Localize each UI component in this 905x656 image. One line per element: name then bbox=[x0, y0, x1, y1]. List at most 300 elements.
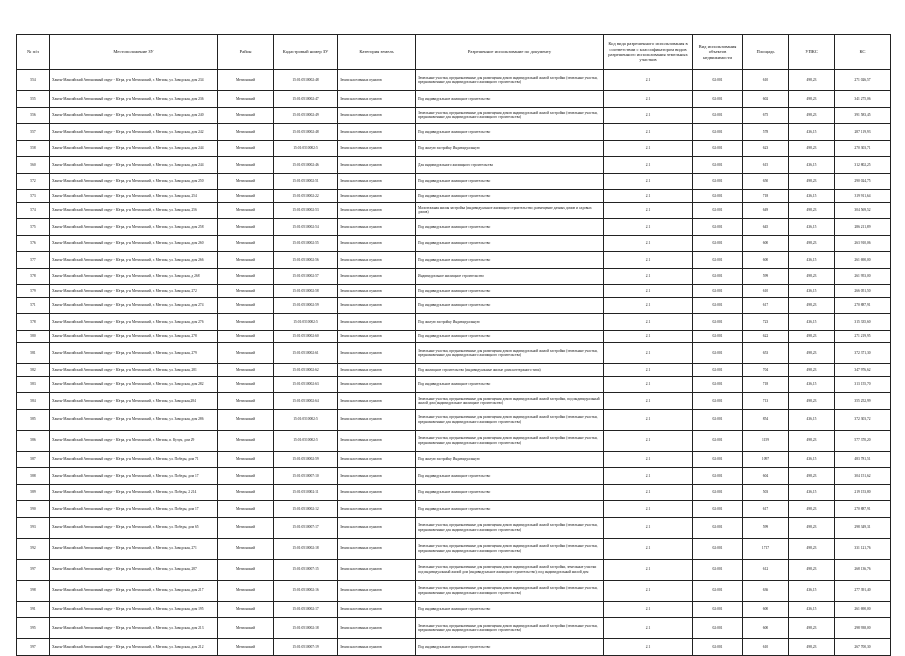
cell-num: 597 bbox=[17, 559, 50, 580]
cell-upks: 498,23 bbox=[789, 517, 835, 538]
cell-area: 610 bbox=[743, 70, 789, 91]
cell-land-category: Земли населенных пунктов bbox=[338, 330, 416, 343]
cell-num: 573 bbox=[17, 190, 50, 203]
cell-use-code: 2.1 bbox=[604, 501, 693, 518]
cell-upks: 498,23 bbox=[789, 140, 835, 157]
cell-permitted-use: Земельные участки, предназначенные для размещения домов индивидуальной жилой застройки, под индивидуальный жилой дом (индивидуальное жилищное строительство) bbox=[416, 393, 604, 410]
cell-land-category: Земли населенных пунктов bbox=[338, 173, 416, 190]
cell-cadastral: 15:01:0510002:57 bbox=[274, 268, 338, 285]
header-use-group: Вид использования объектов недвижимости bbox=[693, 35, 743, 70]
cell-location: Ханты-Мансийский Автономный округ - Югра, р-н Мегионский, г. Мегион, ул. Заводская, дом 244 bbox=[50, 140, 218, 157]
cell-cadastral: 15:01:0510007:15 bbox=[274, 559, 338, 580]
cell-use-group: 02:001 bbox=[693, 409, 743, 430]
cell-upks: 498,23 bbox=[789, 468, 835, 485]
cell-use-code: 2.1 bbox=[604, 297, 693, 314]
cell-land-category: Земли населенных пунктов bbox=[338, 107, 416, 124]
cell-num: 572 bbox=[17, 173, 50, 190]
cell-ks: 313 155,70 bbox=[835, 376, 891, 393]
table-row bbox=[17, 580, 891, 601]
cell-num: 598 bbox=[17, 580, 50, 601]
cell-district: Мегионский bbox=[218, 559, 274, 580]
cell-permitted-use: Земельные участки, предназначенные для размещения домов индивидуальной жилой застройки, земельные участки под индивидуальный жилой дом (индивидуальное жилищное строительство); под индивидуальный жилой дом bbox=[416, 559, 604, 580]
cell-use-group: 02:001 bbox=[693, 297, 743, 314]
cell-land-category: Земли населенных пунктов bbox=[338, 124, 416, 141]
cell-area: 617 bbox=[743, 501, 789, 518]
cell-land-category: Земли населенных пунктов bbox=[338, 468, 416, 485]
cell-use-code: 2.1 bbox=[604, 618, 693, 639]
cell-land-category: Земли населенных пунктов bbox=[338, 70, 416, 91]
cell-location: Ханты-Мансийский Автономный округ - Югра, р-н Мегионский, г. Мегион, ул. Заводская, дом 217 bbox=[50, 580, 218, 601]
cell-use-code: 2.1 bbox=[604, 314, 693, 331]
cell-use-group: 02:001 bbox=[693, 430, 743, 451]
cell-num: 588 bbox=[17, 468, 50, 485]
cell-cadastral: 15:01:0510002:55 bbox=[274, 235, 338, 252]
cell-land-category: Земли населенных пунктов bbox=[338, 484, 416, 501]
cell-upks: 436,15 bbox=[789, 409, 835, 430]
cell-ks: 372 371,30 bbox=[835, 343, 891, 364]
cell-permitted-use: Под индивидуальное жилищное строительство bbox=[416, 601, 604, 618]
cell-district: Мегионский bbox=[218, 70, 274, 91]
table-row bbox=[17, 70, 891, 91]
cell-use-code: 2.1 bbox=[604, 91, 693, 108]
table-row bbox=[17, 268, 891, 285]
cell-area: 649 bbox=[743, 202, 789, 219]
cell-land-category: Земли населенных пунктов bbox=[338, 376, 416, 393]
cell-use-code: 2.1 bbox=[604, 639, 693, 656]
header-area: Площадь bbox=[743, 35, 789, 70]
cell-num: 595 bbox=[17, 618, 50, 639]
cell-num: 597 bbox=[17, 639, 50, 656]
table-row bbox=[17, 639, 891, 656]
cell-num: 571 bbox=[17, 297, 50, 314]
cell-cadastral: 15:01:0510007:19 bbox=[274, 639, 338, 656]
table-row bbox=[17, 297, 891, 314]
cell-district: Мегионский bbox=[218, 285, 274, 298]
cell-use-group: 02:001 bbox=[693, 538, 743, 559]
cell-district: Мегионский bbox=[218, 409, 274, 430]
cell-area: 612 bbox=[743, 559, 789, 580]
cell-num: 587 bbox=[17, 451, 50, 468]
cell-location: Ханты-Мансийский Автономный округ - Югра, р-н Мегионский, г. Мегион, ул. Заводская, дом 244 bbox=[50, 157, 218, 174]
cell-district: Мегионский bbox=[218, 91, 274, 108]
header-district: Район bbox=[218, 35, 274, 70]
cell-use-code: 2.1 bbox=[604, 484, 693, 501]
cell-permitted-use: Под индивидуальное жилищное строительство bbox=[416, 330, 604, 343]
cell-district: Мегионский bbox=[218, 252, 274, 269]
cell-num: 586 bbox=[17, 430, 50, 451]
cell-land-category: Земли населенных пунктов bbox=[338, 430, 416, 451]
cell-ks: 261 690,00 bbox=[835, 601, 891, 618]
cell-location: Ханты-Мансийский Автономный округ - Югра, р-н Мегионский, г. Мегион, ул. Заводская, дом 242 bbox=[50, 124, 218, 141]
cell-location: Ханты-Мансийский Автономный округ - Югра, р-н Мегионский, г. Мегион, ул. Заводская, 256 bbox=[50, 202, 218, 219]
cell-num: 556 bbox=[17, 107, 50, 124]
cell-use-group: 02:001 bbox=[693, 376, 743, 393]
cell-use-group: 02:001 bbox=[693, 157, 743, 174]
cell-ks: 270 303,71 bbox=[835, 140, 891, 157]
cell-district: Мегионский bbox=[218, 314, 274, 331]
cell-cadastral: 15:01:0510002:48 bbox=[274, 124, 338, 141]
cell-use-code: 2.1 bbox=[604, 343, 693, 364]
cell-area: 600 bbox=[743, 601, 789, 618]
cell-permitted-use: Под индивидуальное жилищное строительство bbox=[416, 219, 604, 236]
cell-area: 604 bbox=[743, 468, 789, 485]
cell-num: 578 bbox=[17, 268, 50, 285]
cell-district: Мегионский bbox=[218, 140, 274, 157]
table-row bbox=[17, 91, 891, 108]
cell-num: 557 bbox=[17, 124, 50, 141]
cell-upks: 436,15 bbox=[789, 124, 835, 141]
cell-cadastral: 15:01:0510002:62 bbox=[274, 364, 338, 377]
cell-location: Ханты-Мансийский Автономный округ - Югра, р-н Мегионский, г. Мегион, ул. Заводская, дом 282 bbox=[50, 376, 218, 393]
cell-cadastral: 15:01:0510002:5 bbox=[274, 409, 338, 430]
cell-district: Мегионский bbox=[218, 451, 274, 468]
cell-district: Мегионский bbox=[218, 484, 274, 501]
cell-area: 645 bbox=[743, 219, 789, 236]
cell-num: 560 bbox=[17, 157, 50, 174]
cell-use-code: 2.1 bbox=[604, 219, 693, 236]
cell-upks: 498,23 bbox=[789, 107, 835, 124]
cell-ks: 315 335,60 bbox=[835, 314, 891, 331]
cell-land-category: Земли населенных пунктов bbox=[338, 618, 416, 639]
cell-district: Мегионский bbox=[218, 393, 274, 410]
table-row bbox=[17, 330, 891, 343]
cell-permitted-use: Под индивидуальное жилищное строительство bbox=[416, 639, 604, 656]
cell-cadastral: 15:01:0510002:46 bbox=[274, 157, 338, 174]
cell-ks: 347 976,62 bbox=[835, 364, 891, 377]
cell-num: 590 bbox=[17, 501, 50, 518]
cell-use-code: 2.1 bbox=[604, 376, 693, 393]
cell-use-code: 2.1 bbox=[604, 451, 693, 468]
cell-upks: 498,23 bbox=[789, 297, 835, 314]
cell-permitted-use: Под индивидуальное жилищное строительство bbox=[416, 190, 604, 203]
cell-use-code: 2.1 bbox=[604, 235, 693, 252]
cell-location: Ханты-Мансийский Автономный округ - Югра, р-н Мегионский, г. Мегион, ул. Заводская, 254 bbox=[50, 190, 218, 203]
land-plots-table bbox=[16, 34, 891, 656]
header-cadastral: Кадастровый номер ЗУ bbox=[274, 35, 338, 70]
cell-land-category: Земли населенных пунктов bbox=[338, 285, 416, 298]
header-ks: КС bbox=[835, 35, 891, 70]
cell-land-category: Земли населенных пунктов bbox=[338, 601, 416, 618]
cell-ks: 261 690,00 bbox=[835, 252, 891, 269]
cell-area: 623 bbox=[743, 140, 789, 157]
table-row bbox=[17, 376, 891, 393]
cell-use-group: 02:001 bbox=[693, 107, 743, 124]
cell-area: 1159 bbox=[743, 430, 789, 451]
cell-cadastral: 15:01:0510002:51 bbox=[274, 173, 338, 190]
cell-district: Мегионский bbox=[218, 330, 274, 343]
cell-land-category: Земли населенных пунктов bbox=[338, 268, 416, 285]
cell-num: 592 bbox=[17, 538, 50, 559]
header-location: Местоположение ЗУ bbox=[50, 35, 218, 70]
cell-num: 582 bbox=[17, 364, 50, 377]
cell-land-category: Земли населенных пунктов bbox=[338, 559, 416, 580]
cell-cadastral: 15:01:0510002:17 bbox=[274, 601, 338, 618]
cell-ks: 372 303,72 bbox=[835, 409, 891, 430]
cell-location: Ханты-Мансийский Автономный округ - Югра, р-н Мегионский, г. Мегион, ул. Заводская, дом 240 bbox=[50, 107, 218, 124]
cell-cadastral: 15:01:0510002:12 bbox=[274, 501, 338, 518]
cell-num: 577 bbox=[17, 252, 50, 269]
cell-use-group: 02:001 bbox=[693, 393, 743, 410]
cell-permitted-use: Под индивидуальное жилищное строительство bbox=[416, 235, 604, 252]
cell-land-category: Земли населенных пунктов bbox=[338, 219, 416, 236]
cell-district: Мегионский bbox=[218, 235, 274, 252]
cell-land-category: Земли населенных пунктов bbox=[338, 314, 416, 331]
cell-use-group: 02:001 bbox=[693, 285, 743, 298]
cell-area: 1097 bbox=[743, 451, 789, 468]
cell-location: Ханты-Мансийский Автономный округ - Югра, р-н Мегионский, г. Мегион, ул. Заводская, 281 bbox=[50, 364, 218, 377]
header-permitted-use: Разрешенное использование по документу bbox=[416, 35, 604, 70]
cell-ks: 268 136,76 bbox=[835, 559, 891, 580]
cell-use-group: 02:001 bbox=[693, 173, 743, 190]
cell-location: Ханты-Мансийский Автономный округ - Югра, р-н Мегионский, г. Мегион, ул. Заводская,284 bbox=[50, 393, 218, 410]
table-row bbox=[17, 107, 891, 124]
cell-ks: 391 583,45 bbox=[835, 107, 891, 124]
table-row bbox=[17, 451, 891, 468]
cell-upks: 498,23 bbox=[789, 268, 835, 285]
table-row bbox=[17, 538, 891, 559]
table-row bbox=[17, 157, 891, 174]
cell-upks: 436,15 bbox=[789, 190, 835, 203]
cell-num: 589 bbox=[17, 484, 50, 501]
cell-location: Ханты-Мансийский Автономный округ - Югра, р-н Мегионский, г. Мегион, ул. Заводская, 278 bbox=[50, 330, 218, 343]
cell-use-group: 02:001 bbox=[693, 235, 743, 252]
cell-district: Мегионский bbox=[218, 364, 274, 377]
cell-upks: 498,23 bbox=[789, 393, 835, 410]
cell-permitted-use: Под индивидуальное жилищное строительство bbox=[416, 252, 604, 269]
cell-permitted-use: Под жилищное строительство (индивидуальные жилые дома коттеджного типа) bbox=[416, 364, 604, 377]
cell-upks: 498,23 bbox=[789, 639, 835, 656]
cell-ks: 577 370,20 bbox=[835, 430, 891, 451]
cell-permitted-use: Земельные участки, предназначенные для размещения домов индивидуальной жилой застройки (земельные участки, предназначенные для индивидуального жилищного строительства) bbox=[416, 107, 604, 124]
cell-cadastral: 15:01:0510002:61 bbox=[274, 343, 338, 364]
cell-use-group: 02:001 bbox=[693, 140, 743, 157]
cell-use-code: 2.1 bbox=[604, 559, 693, 580]
cell-location: Ханты-Мансийский Автономный округ - Югра, р-н Мегионский, г. Мегион, ул. Заводская, дом 286 bbox=[50, 409, 218, 430]
cell-use-group: 02:001 bbox=[693, 343, 743, 364]
cell-use-group: 02:001 bbox=[693, 559, 743, 580]
cell-num: 593 bbox=[17, 517, 50, 538]
table-row bbox=[17, 140, 891, 157]
cell-land-category: Земли населенных пунктов bbox=[338, 297, 416, 314]
cell-location: Ханты-Мансийский Автономный округ - Югра, р-н Мегионский, г. Мегион, ул. Заводская, дом 213 bbox=[50, 618, 218, 639]
cell-cadastral: 15:01:0510002:60 bbox=[274, 330, 338, 343]
cell-num: 580 bbox=[17, 330, 50, 343]
cell-location: Ханты-Мансийский Автономный округ - Югра, р-н Мегионский, г. Мегион, ул. Заводская, д 268 bbox=[50, 268, 218, 285]
table-row bbox=[17, 559, 891, 580]
cell-district: Мегионский bbox=[218, 343, 274, 364]
cell-use-group: 02:001 bbox=[693, 330, 743, 343]
cell-ks: 266 051,50 bbox=[835, 285, 891, 298]
cell-use-group: 02:001 bbox=[693, 580, 743, 601]
cell-land-category: Земли населенных пунктов bbox=[338, 580, 416, 601]
header-row bbox=[17, 35, 891, 70]
cell-location: Ханты-Мансийский Автономный округ - Югра, р-н Мегионский, г. Мегион, ул. Победы, 2 214 bbox=[50, 484, 218, 501]
cell-area: 653 bbox=[743, 343, 789, 364]
cell-location: Ханты-Мансийский Автономный округ - Югра, р-н Мегионский, г. Мегион, ул. Заводская, дом 276 bbox=[50, 314, 218, 331]
cell-use-code: 2.1 bbox=[604, 468, 693, 485]
cell-num: 578 bbox=[17, 314, 50, 331]
cell-upks: 436,15 bbox=[789, 157, 835, 174]
cell-permitted-use: Земельные участки, предназначенные для размещения домов индивидуальной жилой застройки (земельные участки, предназначенные для индивидуального жилищного строительства) bbox=[416, 343, 604, 364]
cell-num: 554 bbox=[17, 70, 50, 91]
cell-use-code: 2.1 bbox=[604, 173, 693, 190]
cell-cadastral: 15:01:0510002:63 bbox=[274, 376, 338, 393]
table-row bbox=[17, 314, 891, 331]
cell-ks: 290 024,75 bbox=[835, 173, 891, 190]
cell-location: Ханты-Мансийский Автономный округ - Югра, р-н Мегионский, г. Мегион, ул. Победы, дом 17 bbox=[50, 501, 218, 518]
cell-ks: 270 887,91 bbox=[835, 501, 891, 518]
cell-district: Мегионский bbox=[218, 157, 274, 174]
cell-cadastral: 15:01:0510002:18 bbox=[274, 538, 338, 559]
cell-ks: 483 781,51 bbox=[835, 451, 891, 468]
cell-ks: 304 569,52 bbox=[835, 202, 891, 219]
cell-permitted-use: Земельные участки, предназначенные для размещения домов индивидуальной жилой застройки (земельные участки, предназначенные для индивидуального жилищного строительства) bbox=[416, 580, 604, 601]
cell-area: 622 bbox=[743, 330, 789, 343]
cell-permitted-use: Под индивидуальное жилищное строительство bbox=[416, 501, 604, 518]
cell-upks: 436,15 bbox=[789, 219, 835, 236]
cell-upks: 436,15 bbox=[789, 580, 835, 601]
cell-area: 636 bbox=[743, 580, 789, 601]
cell-permitted-use: Для индивидуального жилищного строительства bbox=[416, 157, 604, 174]
cell-use-code: 2.1 bbox=[604, 364, 693, 377]
cell-location: Ханты-Мансийский Автономный округ - Югра, р-н Мегионский, г. Мегион, ул. Заводская, 279 bbox=[50, 343, 218, 364]
land-plots-table-container bbox=[16, 34, 891, 656]
table-row bbox=[17, 501, 891, 518]
cell-cadastral: 15:01:0510002:16 bbox=[274, 580, 338, 601]
cell-district: Мегионский bbox=[218, 639, 274, 656]
cell-location: Ханты-Мансийский Автономный округ - Югра, р-н Мегионский, г. Мегион, ул. Заводская, дом 195 bbox=[50, 601, 218, 618]
table-body bbox=[17, 70, 891, 656]
cell-num: 585 bbox=[17, 409, 50, 430]
cell-upks: 436,15 bbox=[789, 451, 835, 468]
cell-num: 555 bbox=[17, 91, 50, 108]
cell-area: 713 bbox=[743, 393, 789, 410]
cell-use-code: 2.1 bbox=[604, 538, 693, 559]
cell-cadastral: 15:01:0510002:22 bbox=[274, 190, 338, 203]
cell-district: Мегионский bbox=[218, 124, 274, 141]
cell-use-code: 2.1 bbox=[604, 202, 693, 219]
cell-area: 610 bbox=[743, 639, 789, 656]
cell-district: Мегионский bbox=[218, 190, 274, 203]
cell-cadastral: 15:01:0510007:17 bbox=[274, 517, 338, 538]
table-row bbox=[17, 219, 891, 236]
cell-district: Мегионский bbox=[218, 297, 274, 314]
cell-permitted-use: Под индивидуальное жилищное строительство bbox=[416, 376, 604, 393]
cell-area: 578 bbox=[743, 124, 789, 141]
cell-permitted-use: Под индивидуальное жилищное строительство bbox=[416, 468, 604, 485]
cell-use-group: 02:001 bbox=[693, 484, 743, 501]
cell-permitted-use: Земельные участки, предназначенные для размещения домов индивидуальной жилой застройки (земельные участки, предназначенные для индивидуального жилищного строительства) bbox=[416, 618, 604, 639]
cell-ks: 277 391,40 bbox=[835, 580, 891, 601]
header-use-code: Код вида разрешенного использования в соответствии с классификатором видов разрешенного использования земельных участков bbox=[604, 35, 693, 70]
cell-permitted-use: Под жилую застройку Индивидуальную bbox=[416, 140, 604, 157]
cell-ks: 219 153,80 bbox=[835, 484, 891, 501]
cell-num: 574 bbox=[17, 202, 50, 219]
cell-ks: 271 026,57 bbox=[835, 70, 891, 91]
cell-district: Мегионский bbox=[218, 501, 274, 518]
cell-district: Мегионский bbox=[218, 618, 274, 639]
cell-upks: 436,15 bbox=[789, 376, 835, 393]
cell-cadastral: 15:01:0510002:53 bbox=[274, 202, 338, 219]
cell-land-category: Земли населенных пунктов bbox=[338, 451, 416, 468]
table-row bbox=[17, 252, 891, 269]
cell-area: 600 bbox=[743, 618, 789, 639]
table-row bbox=[17, 343, 891, 364]
cell-district: Мегионский bbox=[218, 376, 274, 393]
cell-use-code: 2.1 bbox=[604, 70, 693, 91]
cell-permitted-use: Под жилую застройку Индивидуальную bbox=[416, 314, 604, 331]
cell-location: Ханты-Мансийский Автономный округ - Югра, р-н Мегионский, г. Мегион, ул. Заводская, дом 258 bbox=[50, 219, 218, 236]
cell-upks: 436,15 bbox=[789, 484, 835, 501]
table-row bbox=[17, 235, 891, 252]
cell-district: Мегионский bbox=[218, 517, 274, 538]
cell-use-group: 02:001 bbox=[693, 601, 743, 618]
cell-num: 583 bbox=[17, 376, 50, 393]
cell-area: 718 bbox=[743, 190, 789, 203]
cell-permitted-use: Под жилую застройку Индивидуальную bbox=[416, 451, 604, 468]
cell-ks: 319 911,64 bbox=[835, 190, 891, 203]
cell-land-category: Земли населенных пунктов bbox=[338, 501, 416, 518]
cell-use-code: 2.1 bbox=[604, 330, 693, 343]
cell-use-group: 02:001 bbox=[693, 618, 743, 639]
cell-area: 1717 bbox=[743, 538, 789, 559]
cell-upks: 498,23 bbox=[789, 202, 835, 219]
table-row bbox=[17, 190, 891, 203]
cell-permitted-use: Под индивидуальное жилищное строительство bbox=[416, 91, 604, 108]
cell-use-code: 2.1 bbox=[604, 601, 693, 618]
cell-num: 579 bbox=[17, 285, 50, 298]
cell-land-category: Земли населенных пунктов bbox=[338, 252, 416, 269]
cell-cadastral: 15:01:0510002:11 bbox=[274, 484, 338, 501]
cell-ks: 312 802,25 bbox=[835, 157, 891, 174]
cell-use-code: 2.1 bbox=[604, 517, 693, 538]
cell-land-category: Земли населенных пунктов bbox=[338, 343, 416, 364]
cell-permitted-use: Земельные участки, предназначенные для размещения домов индивидуальной жилой застройки (земельные участки, предназначенные для индивидуального жилищного строительства) bbox=[416, 430, 604, 451]
cell-area: 650 bbox=[743, 173, 789, 190]
cell-land-category: Земли населенных пунктов bbox=[338, 202, 416, 219]
cell-location: Ханты-Мансийский Автономный округ - Югра, р-н Мегионский, г. Мегион, ул. Заводская, 272 bbox=[50, 285, 218, 298]
cell-location: Ханты-Мансийский Автономный округ - Югра, р-н Мегионский, г. Мегион, ул. Заводская, дом 236 bbox=[50, 91, 218, 108]
table-row bbox=[17, 484, 891, 501]
table-row bbox=[17, 124, 891, 141]
cell-upks: 498,23 bbox=[789, 330, 835, 343]
cell-permitted-use: Малоэтажная жилая застройка (индивидуальное жилищное строительство; размещение дачных домов и садовых домов) bbox=[416, 202, 604, 219]
cell-location: Ханты-Мансийский Автономный округ - Югра, р-н Мегионский, г. Мегион, ул. Заводская, 271 bbox=[50, 538, 218, 559]
header-land-category: Категория земель bbox=[338, 35, 416, 70]
cell-cadastral: 15:01:0510002:5 bbox=[274, 314, 338, 331]
cell-permitted-use: Земельные участки, предназначенные для размещения домов индивидуальной жилой застройки (земельные участки, предназначенные для индивидуального жилищного строительства) bbox=[416, 409, 604, 430]
table-row bbox=[17, 601, 891, 618]
cell-district: Мегионский bbox=[218, 173, 274, 190]
cell-cadastral: 15:01:0510002:54 bbox=[274, 219, 338, 236]
cell-permitted-use: Земельные участки, предназначенные для размещения домов индивидуальной жилой застройки (земельные участки, предназначенные для индивидуального жилищного строительства) bbox=[416, 538, 604, 559]
cell-ks: 298 938,00 bbox=[835, 618, 891, 639]
cell-ks: 304 151,62 bbox=[835, 468, 891, 485]
cell-upks: 436,15 bbox=[789, 252, 835, 269]
cell-use-group: 02:001 bbox=[693, 468, 743, 485]
cell-ks: 270 887,91 bbox=[835, 297, 891, 314]
cell-district: Мегионский bbox=[218, 268, 274, 285]
cell-permitted-use: Земельные участки, предназначенные для размещения домов индивидуальной жилой застройки (земельные участки, предназначенные для индивидуального жилищного строительства) bbox=[416, 517, 604, 538]
cell-use-group: 02:001 bbox=[693, 501, 743, 518]
table-row bbox=[17, 517, 891, 538]
cell-use-group: 02:001 bbox=[693, 124, 743, 141]
cell-land-category: Земли населенных пунктов bbox=[338, 409, 416, 430]
cell-use-code: 2.1 bbox=[604, 252, 693, 269]
cell-area: 723 bbox=[743, 314, 789, 331]
cell-permitted-use: Под индивидуальное жилищное строительство bbox=[416, 484, 604, 501]
cell-land-category: Земли населенных пунктов bbox=[338, 364, 416, 377]
